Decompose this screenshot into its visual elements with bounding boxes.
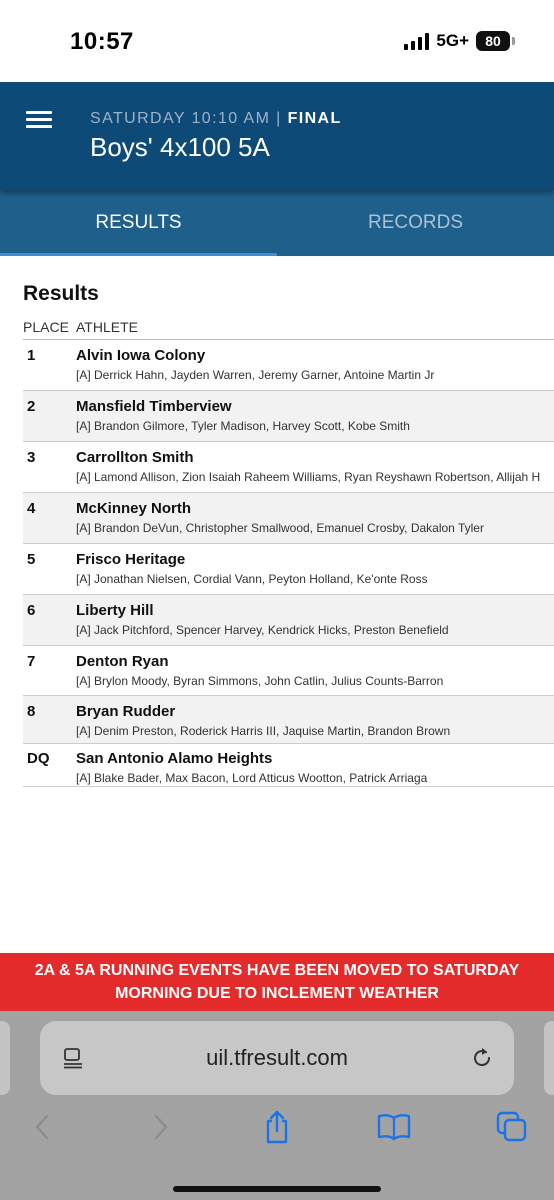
athlete-cell — [76, 398, 554, 441]
table-row[interactable] — [23, 493, 554, 544]
results-table — [23, 314, 554, 787]
url-text[interactable]: uil.tfresult.com — [206, 1045, 348, 1070]
tab-results[interactable]: RESULTS — [0, 190, 277, 256]
back-chevron-icon[interactable] — [22, 1107, 62, 1147]
column-header-athlete: ATHLETE — [76, 318, 138, 335]
signal-strength-icon — [404, 33, 429, 50]
table-row[interactable] — [23, 391, 554, 442]
status-indicators — [404, 31, 510, 51]
event-status: FINAL — [287, 110, 342, 127]
team-name[interactable]: Bryan Rudder — [76, 703, 176, 720]
place-cell: 4 — [27, 500, 36, 517]
athlete-cell — [76, 653, 554, 695]
table-row[interactable] — [23, 696, 554, 744]
relay-members: [A] Derrick Hahn, Jayden Warren, Jeremy Garner, Antoine Martin Jr — [76, 368, 435, 382]
relay-members: [A] Brandon DeVun, Christopher Smallwood, Emanuel Crosby, Dakalon Tyler — [76, 521, 484, 535]
tab-bar — [0, 190, 554, 256]
place-cell: 8 — [27, 703, 36, 720]
team-name[interactable]: Alvin Iowa Colony — [76, 347, 206, 364]
team-name[interactable]: Liberty Hill — [76, 602, 154, 619]
table-row[interactable] — [23, 544, 554, 595]
team-name[interactable]: Mansfield Timberview — [76, 398, 232, 415]
browser-chrome — [0, 1011, 554, 1200]
relay-members: [A] Denim Preston, Roderick Harris III, Jaquise Martin, Brandon Brown — [76, 724, 451, 738]
tabs-icon[interactable] — [492, 1107, 532, 1147]
table-row[interactable] — [23, 340, 554, 391]
athlete-cell — [76, 347, 554, 390]
relay-members: [A] Blake Bader, Max Bacon, Lord Atticus Wootton, Patrick Arriaga — [76, 771, 428, 785]
place-cell: 5 — [27, 551, 36, 568]
table-header — [23, 314, 554, 340]
relay-members: [A] Brandon Gilmore, Tyler Madison, Harvey Scott, Kobe Smith — [76, 419, 410, 433]
status-bar — [0, 0, 554, 82]
reload-icon[interactable] — [470, 1046, 494, 1075]
home-indicator — [173, 1186, 381, 1192]
relay-members: [A] Jonathan Nielsen, Cordial Vann, Peyton Holland, Ke'onte Ross — [76, 572, 428, 586]
team-name[interactable]: McKinney North — [76, 500, 192, 517]
athlete-cell — [76, 500, 554, 543]
browser-toolbar — [0, 1107, 554, 1157]
banner-line-2: MORNING DUE TO INCLEMENT WEATHER — [115, 985, 439, 1002]
next-tab-preview[interactable] — [544, 1021, 554, 1095]
team-name[interactable]: Frisco Heritage — [76, 551, 186, 568]
battery-icon — [476, 31, 510, 51]
hamburger-menu-icon[interactable] — [26, 110, 52, 132]
app-header — [0, 82, 554, 190]
status-time: 10:57 — [70, 28, 134, 55]
column-header-place: PLACE — [23, 318, 69, 335]
place-cell: 6 — [27, 602, 36, 619]
results-rows — [23, 340, 554, 787]
place-cell: 7 — [27, 653, 36, 670]
place-cell: 2 — [27, 398, 36, 415]
share-icon[interactable] — [257, 1107, 297, 1147]
weather-alert-banner[interactable] — [0, 953, 554, 1011]
table-row[interactable] — [23, 595, 554, 646]
relay-members: [A] Jack Pitchford, Spencer Harvey, Kendrick Hicks, Preston Benefield — [76, 623, 449, 637]
bookmarks-icon[interactable] — [374, 1107, 414, 1147]
relay-members: [A] Brylon Moody, Byran Simmons, John Catlin, Julius Counts-Barron — [76, 674, 444, 688]
banner-line-1: 2A & 5A RUNNING EVENTS HAVE BEEN MOVED TO SATURDAY — [34, 962, 520, 979]
tab-records[interactable]: RECORDS — [367, 212, 463, 233]
athlete-cell — [76, 551, 554, 594]
team-name[interactable]: Denton Ryan — [76, 653, 169, 670]
event-title: Boys' 4x100 5A — [90, 132, 270, 162]
athlete-cell — [76, 602, 554, 645]
relay-members: [A] Lamond Allison, Zion Isaiah Raheem Williams, Ryan Reyshawn Robertson, Allijah H — [76, 470, 541, 484]
athlete-cell — [76, 750, 554, 786]
results-heading: Results — [23, 282, 99, 305]
network-type: 5G+ — [436, 31, 469, 50]
team-name[interactable]: San Antonio Alamo Heights — [76, 750, 273, 767]
battery-level: 80 — [485, 33, 501, 49]
address-bar[interactable] — [40, 1021, 514, 1095]
place-cell: 3 — [27, 449, 36, 466]
athlete-cell — [76, 449, 554, 492]
table-row[interactable] — [23, 646, 554, 696]
place-cell: DQ — [27, 750, 50, 767]
athlete-cell — [76, 703, 554, 743]
table-row[interactable] — [23, 442, 554, 493]
forward-chevron-icon[interactable] — [141, 1107, 181, 1147]
place-cell: 1 — [27, 347, 36, 364]
previous-tab-preview[interactable] — [0, 1021, 10, 1095]
table-row[interactable] — [23, 744, 554, 787]
event-time: SATURDAY 10:10 AM | — [90, 110, 288, 127]
team-name[interactable]: Carrollton Smith — [76, 449, 194, 466]
event-meta — [90, 110, 342, 128]
